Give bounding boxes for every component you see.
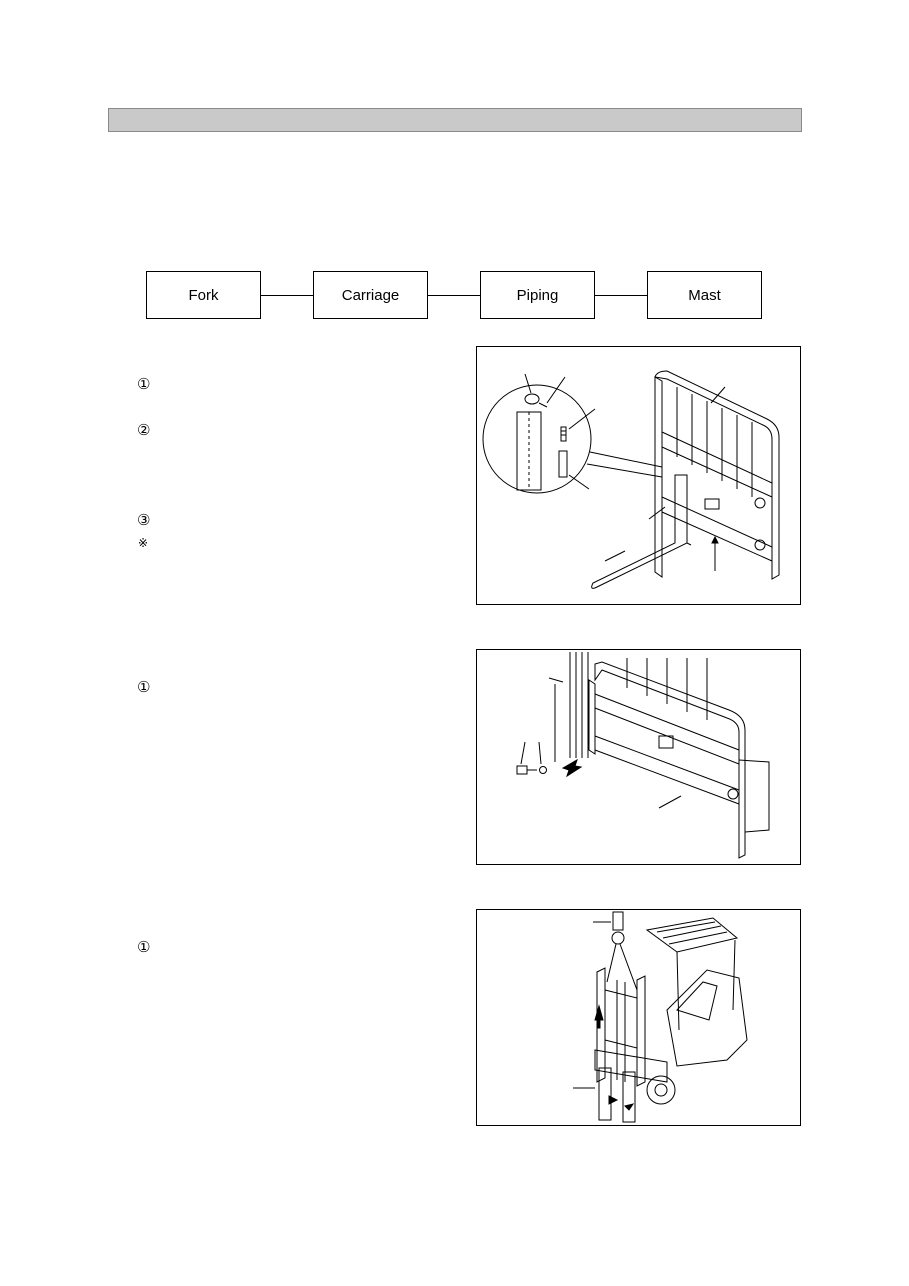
- knob-detail: [525, 394, 539, 404]
- stopper-pin-detail: [559, 451, 567, 477]
- flow-step-label: Mast: [688, 286, 721, 304]
- flow-step-label: Fork: [188, 286, 219, 304]
- flow-step-carriage: [313, 271, 428, 319]
- mast-lifting-illustration: [477, 910, 802, 1127]
- flow-connector: [261, 295, 313, 296]
- carriage-illustration: [477, 650, 802, 866]
- flow-step-mast: [647, 271, 762, 319]
- step-marker-3: ③: [137, 511, 151, 529]
- step-marker-1: ①: [137, 938, 151, 956]
- step-marker-2: ②: [137, 421, 151, 439]
- fork-illustration: [477, 347, 802, 606]
- flow-connector: [428, 295, 480, 296]
- step-marker-1: ①: [137, 375, 151, 393]
- flow-step-label: Carriage: [341, 286, 400, 304]
- figure-fork-removal: [476, 346, 801, 605]
- detail-circle: [483, 385, 591, 493]
- figure-carriage-removal: [476, 649, 801, 865]
- spring-detail: [561, 427, 566, 441]
- section-header-bar: [108, 108, 802, 132]
- flow-step-label: Piping: [516, 286, 559, 304]
- flow-step-fork: [146, 271, 261, 319]
- step-marker-1: ①: [137, 678, 151, 696]
- flow-connector: [595, 295, 647, 296]
- note-marker: ※: [138, 536, 149, 550]
- flow-step-piping: [480, 271, 595, 319]
- figure-mast-removal: [476, 909, 801, 1126]
